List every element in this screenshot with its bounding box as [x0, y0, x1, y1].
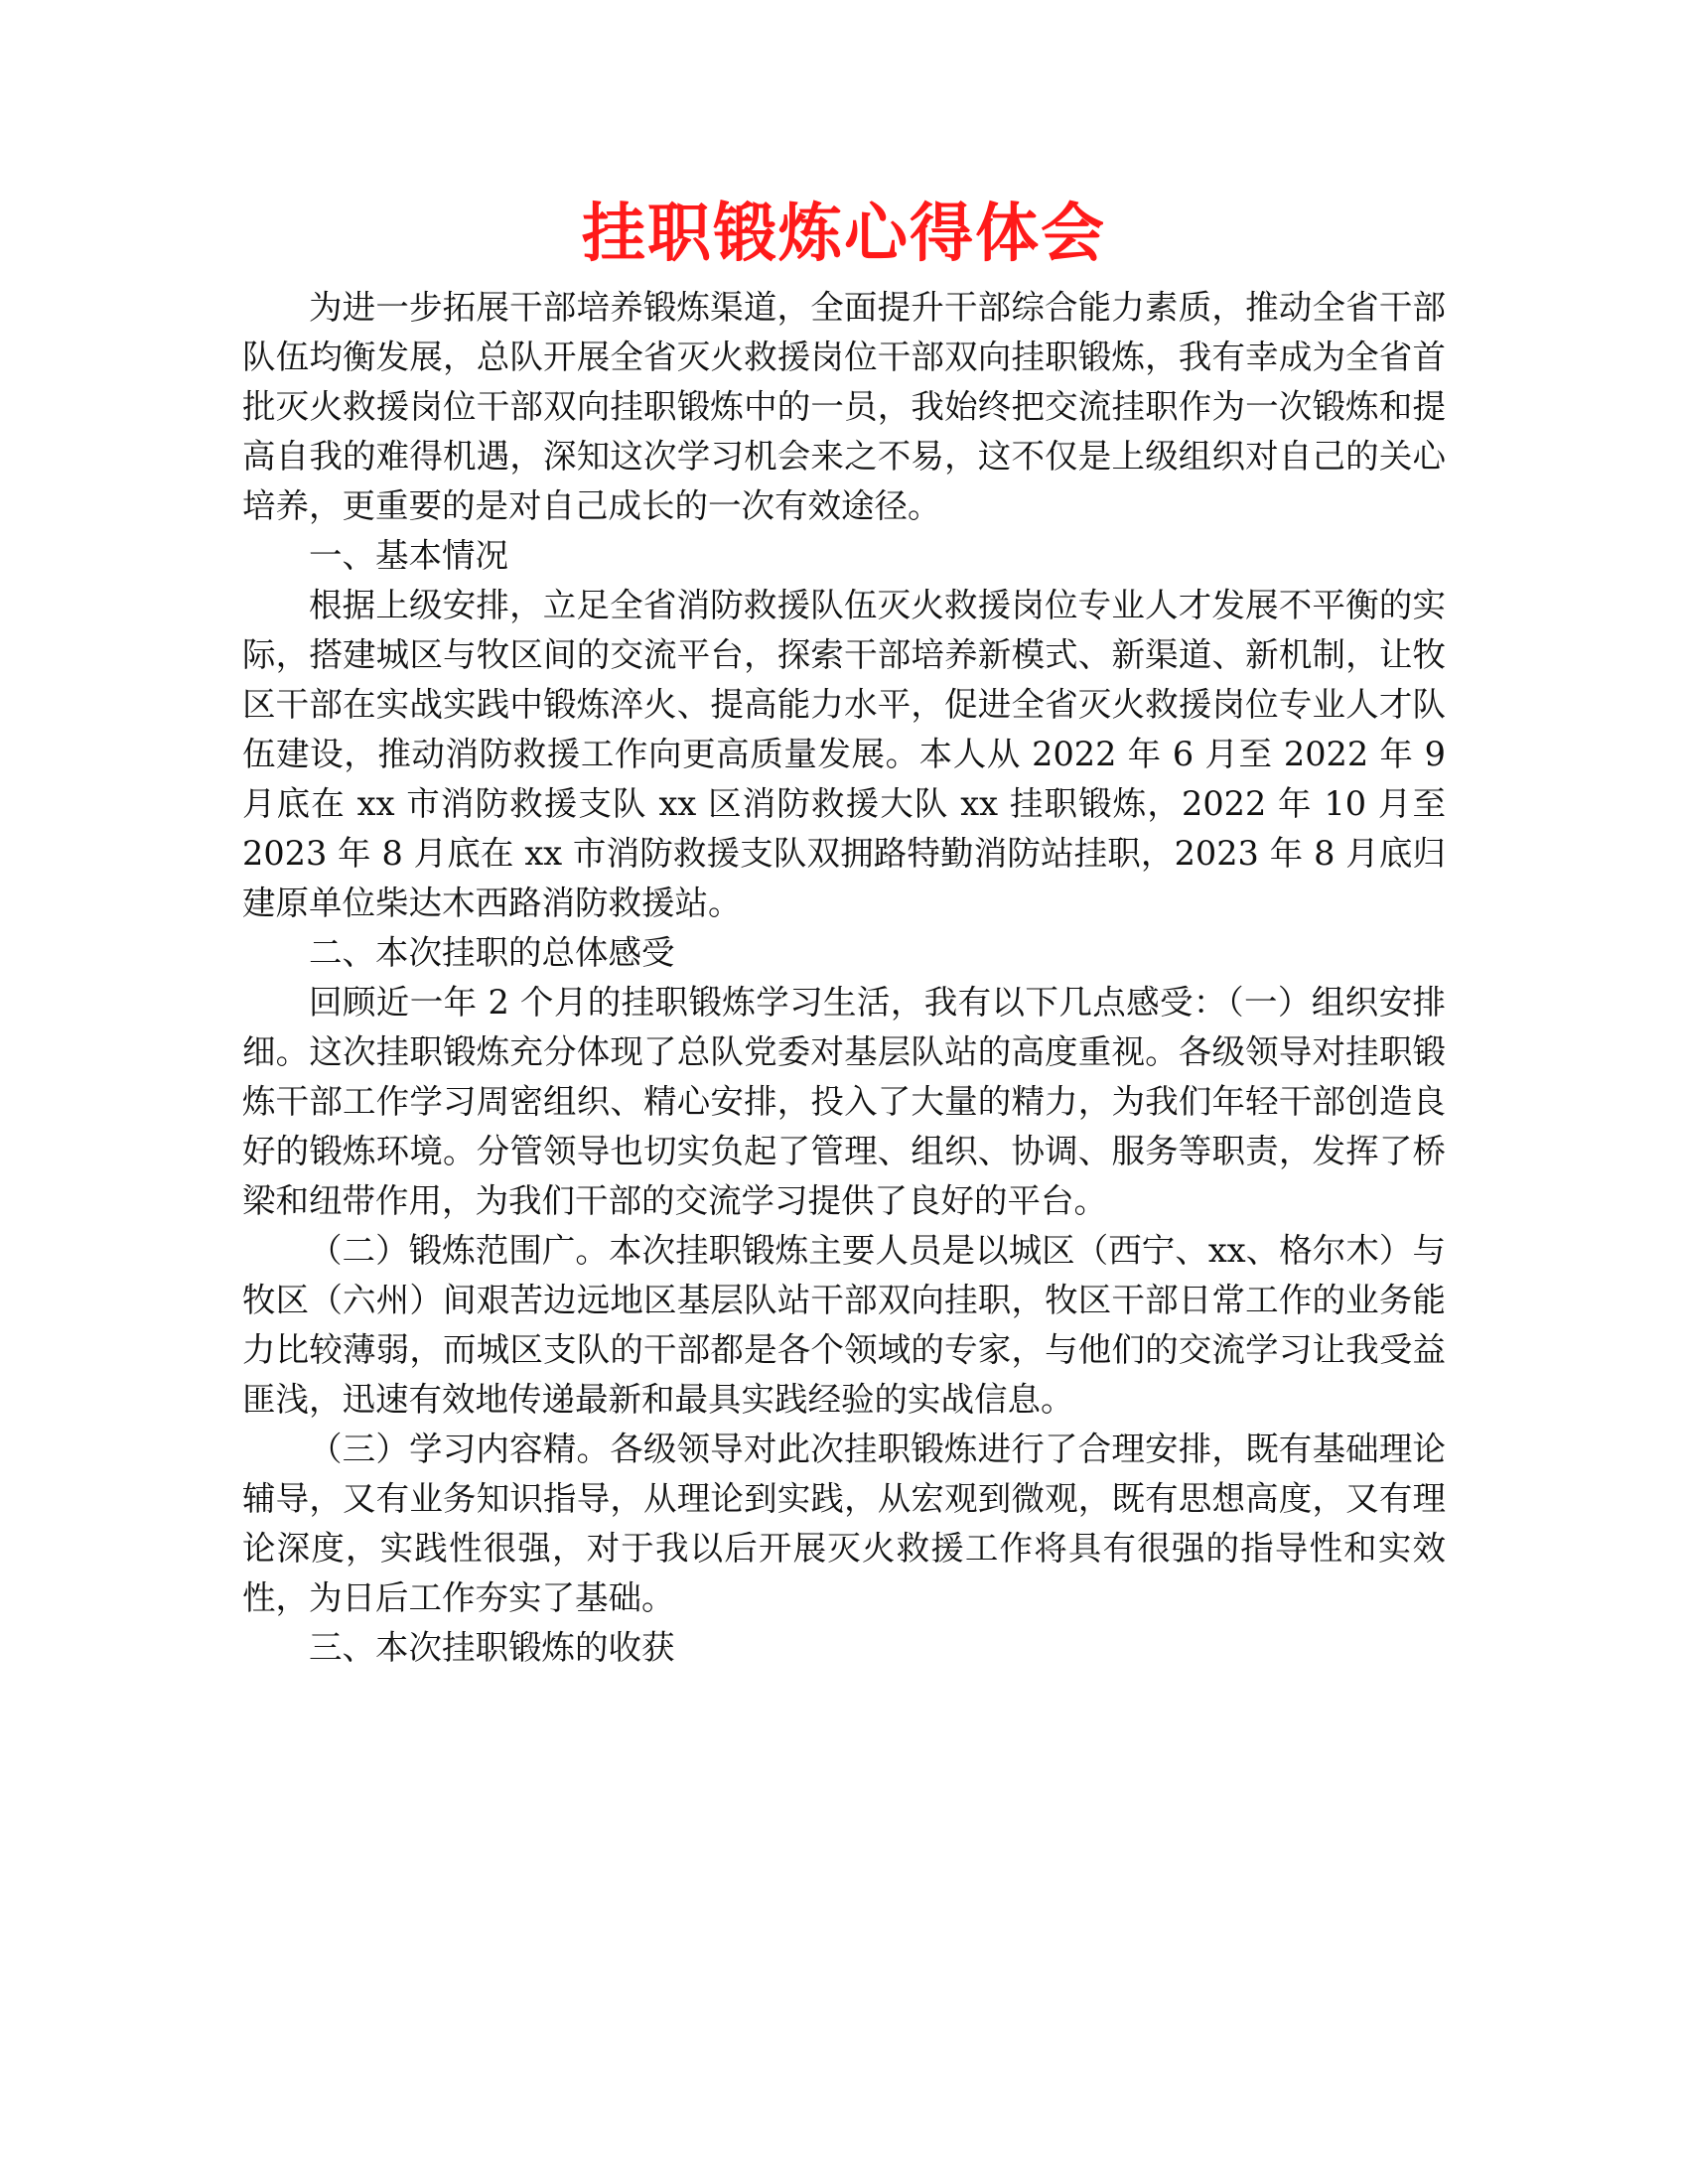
document-title: 挂职锻炼心得体会 — [582, 198, 1106, 271]
paragraph-feelings-content: （三）学习内容精。各级领导对此次挂职锻炼进行了合理安排，既有基础理论辅导，又有业务知识指导，从理论到实践，从宏观到微观，既有思想高度，又有理论深度，实践性很强，对于我以后开展灭火救援工作将具有很强的指导性和实效性，为日后工作夯实了基础。 — [242, 1430, 1446, 1617]
paragraph-feelings-scope: （二）锻炼范围广。本次挂职锻炼主要人员是以城区（西宁、xx、格尔木）与牧区（六州）间艰苦边远地区基层队站干部双向挂职，牧区干部日常工作的业务能力比较薄弱，而城区支队的干部都是各个领域的专家，与他们的交流学习让我受益匪浅，迅速有效地传递最新和最具实践经验的实战信息。 — [242, 1231, 1446, 1419]
paragraph-basic-situation: 根据上级安排，立足全省消防救援队伍灭火救援岗位专业人才发展不平衡的实际，搭建城区与牧区间的交流平台，探索干部培养新模式、新渠道、新机制，让牧区干部在实战实践中锻炼淬火、提高能力水平，促进全省灭火救援岗位专业人才队伍建设，推动消防救援工作向更高质量发展。本人从 2022 年 6 月至 2022 年 9 月底在 xx 市消防救援支队 xx 区消防救援大队 xx 挂职锻炼，2022 年 10 月至 2023 年 8 月底在 xx 市消防救援支队双拥路特勤消防站挂职，2023 年 8 月底归建原单位柴达木西路消防救援站。 — [242, 586, 1446, 922]
paragraph-feelings-organization: 回顾近一年 2 个月的挂职锻炼学习生活，我有以下几点感受：（一）组织安排细。这次挂职锻炼充分体现了总队党委对基层队站的高度重视。各级领导对挂职锻炼干部工作学习周密组织、精心安排，投入了大量的精力，为我们年轻干部创造良好的锻炼环境。分管领导也切实负起了管理、组织、协调、服务等职责，发挥了桥梁和纽带作用，为我们干部的交流学习提供了良好的平台。 — [242, 983, 1446, 1220]
section-heading-basic-situation: 一、基本情况 — [309, 536, 508, 575]
section-heading-overall-feelings: 二、本次挂职的总体感受 — [309, 933, 675, 972]
paragraph-intro: 为进一步拓展干部培养锻炼渠道，全面提升干部综合能力素质，推动全省干部队伍均衡发展，总队开展全省灭火救援岗位干部双向挂职锻炼，我有幸成为全省首批灭火救援岗位干部双向挂职锻炼中的一员，我始终把交流挂职作为一次锻炼和提高自我的难得机遇，深知这次学习机会来之不易，这不仅是上级组织对自己的关心培养，更重要的是对自己成长的一次有效途径。 — [242, 288, 1446, 525]
section-heading-gains: 三、本次挂职锻炼的收获 — [309, 1628, 675, 1667]
document-body — [242, 283, 1446, 1673]
